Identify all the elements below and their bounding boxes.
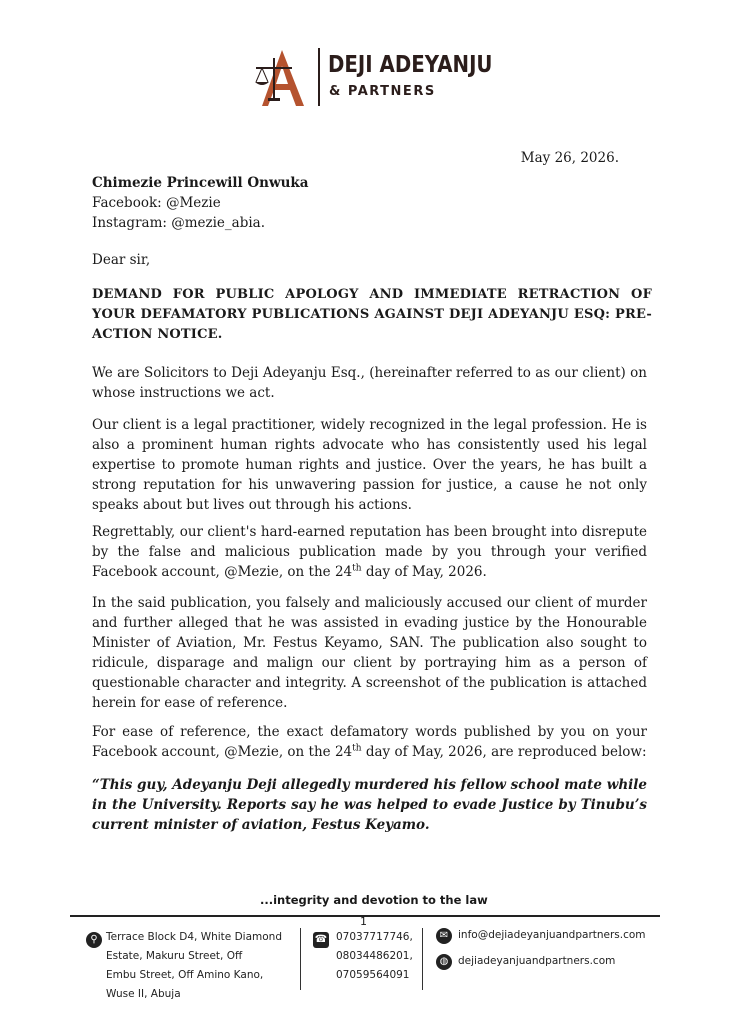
firm-subtitle: & PARTNERS xyxy=(329,84,436,99)
paragraph-1: We are Solicitors to Deji Adeyanju Esq., (hereinafter referred to as our client) on whose instructions we act. xyxy=(92,365,647,401)
footer-divider xyxy=(300,928,301,990)
salutation: Dear sir, xyxy=(92,252,151,268)
phone-icon: ☎ xyxy=(313,932,329,948)
scales-logo-icon xyxy=(252,48,310,108)
recipient-block xyxy=(92,173,308,233)
footer-website[interactable]: dejiadeyanjuandpartners.com xyxy=(458,955,616,967)
page-number: 1 xyxy=(360,915,367,928)
location-pin-icon: ⚲ xyxy=(86,932,102,948)
paragraph-4: In the said publication, you falsely and maliciously accused our client of murder and further alleged that he was assisted in evading justice by the Honourable Minister of Aviation, Mr. Festus Keyamo, SAN. The publication also sought to ridicule, disparage and malign our client by portraying him as a person of questionable character and integrity. A screenshot of the publication is attached herein for ease of reference. xyxy=(92,595,647,711)
footer-divider xyxy=(422,928,423,990)
mail-icon: ✉ xyxy=(436,928,452,944)
letter-date: May 26, 2026. xyxy=(520,150,619,166)
defamatory-quote: “This guy, Adeyanju Deji allegedly murdered his fellow school mate while in the University. Reports say he was helped to evade Justice by Tinubu’s current minister of aviation, Festus Keyamo. xyxy=(92,777,647,833)
paragraph-2: Our client is a legal practitioner, widely recognized in the legal profession. He is also a prominent human rights advocate who has consistently used his legal expertise to promote human rights and justice. Over the years, he has built a strong reputation for his unwavering passion for justice, a cause he not only speaks about but lives out through his actions. xyxy=(92,417,647,513)
firm-name: DEJI ADEYANJU xyxy=(328,52,493,78)
footer-email[interactable]: info@dejiadeyanjuandpartners.com xyxy=(458,929,646,941)
footer-address: Terrace Block D4, White Diamond Estate, Makuru Street, Off Embu Street, Off Amino Kano, Wuse II, Abuja xyxy=(106,931,282,1000)
recipient-name: Chimezie Princewill Onwuka xyxy=(92,175,309,191)
logo-divider xyxy=(318,48,320,106)
paragraph-5: For ease of reference, the exact defamatory words published by you on your Facebook account, @Mezie, on the 24th day of May, 2026, are reproduced below: xyxy=(92,724,647,760)
footer-phones: 07037717746, 08034486201, 07059564091 xyxy=(336,931,413,981)
globe-icon: ◍ xyxy=(436,954,452,970)
letter-subject: DEMAND FOR PUBLIC APOLOGY AND IMMEDIATE RETRACTION OF YOUR DEFAMATORY PUBLICATIONS AGAINST DEJI ADEYANJU ESQ: PRE-ACTION NOTICE. xyxy=(92,287,652,342)
footer-tagline: ...integrity and devotion to the law xyxy=(260,893,488,907)
recipient-instagram: Instagram: @mezie_abia. xyxy=(92,215,266,231)
paragraph-3: Regrettably, our client's hard-earned reputation has been brought into disrepute by the false and malicious publication made by you through your verified Facebook account, @Mezie, on the 24th day of May, 2026. xyxy=(92,524,647,580)
recipient-facebook: Facebook: @Mezie xyxy=(92,195,221,211)
